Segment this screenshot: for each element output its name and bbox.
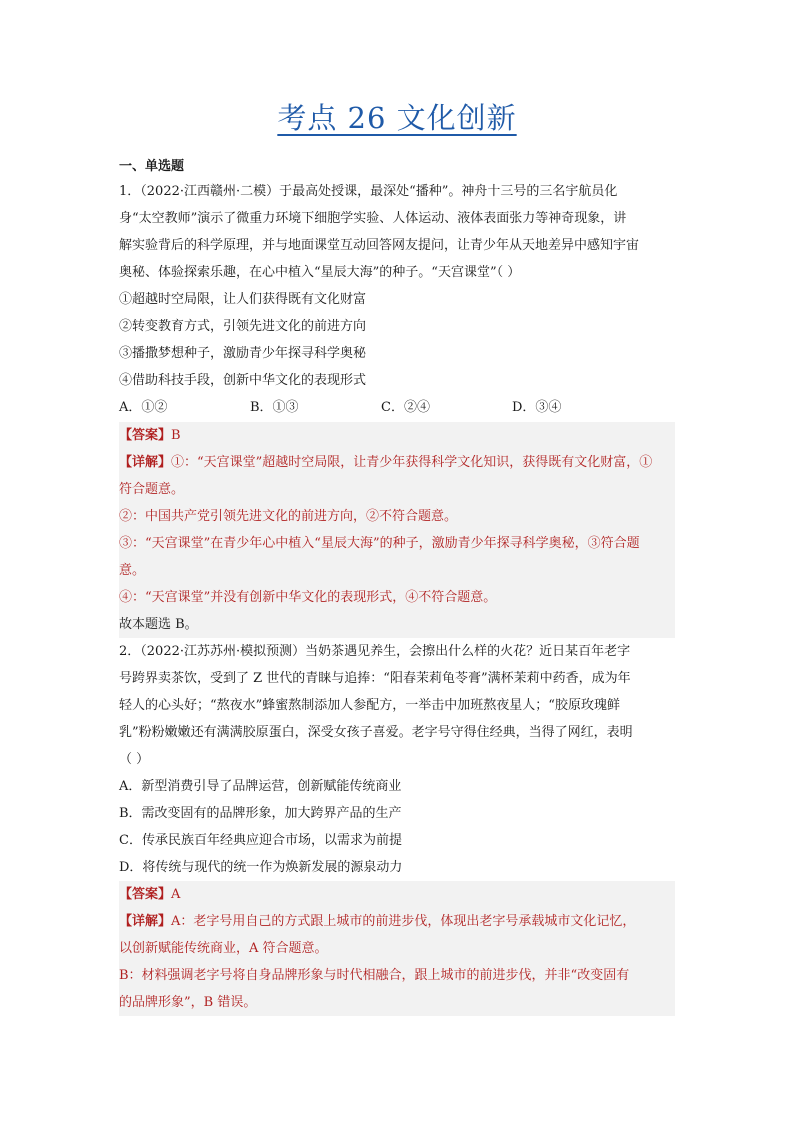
question-2-analysis-line: 的品牌形象”，B 错误。 — [119, 995, 257, 1010]
question-1-statement: ②转变教育方式，引领先进文化的前进方向 — [119, 319, 367, 334]
question-2-text-line: 2．（2022·江苏苏州·模拟预测）当奶茶遇见养生，会擦出什么样的火花？近日某百年老字 — [119, 644, 631, 659]
question-1-option-b: B．①③ — [250, 400, 299, 415]
analysis-label: 【详解】 — [119, 455, 172, 470]
question-content — [119, 158, 675, 1016]
question-1-statement: ③播撒梦想种子，激励青少年探寻科学奥秘 — [119, 346, 367, 361]
question-1-text-line: 解实验背后的科学原理，并与地面课堂互动回答网友提问，让青少年从天地差异中感知宇宙 — [119, 238, 640, 253]
question-1-statement: ④借助科技手段，创新中华文化的表现形式 — [119, 373, 367, 388]
answer-value: B — [171, 428, 181, 443]
analysis-label: 【详解】 — [119, 914, 172, 929]
question-1-option-d: D．③④ — [512, 400, 562, 415]
page-title: 考点 26 文化创新 — [277, 101, 517, 135]
question-2-text-line: 号跨界卖茶饮，受到了 Z 世代的青睐与追捧：“阳春茉莉龟苓膏”满杯茉莉中药香，成为年 — [119, 671, 631, 686]
answer-label: 【答案】 — [119, 887, 172, 902]
question-2-option-b: B．需改变固有的品牌形象，加大跨界产品的生产 — [119, 806, 402, 821]
question-1-analysis-line: 符合题意。 — [119, 482, 185, 497]
question-1-analysis-line: ③：“天宫课堂”在青少年心中植入“星辰大海”的种子，激励青少年探寻科学奥秘，③符合题 — [119, 536, 640, 551]
question-2-analysis-line: 以创新赋能传统商业，A 符合题意。 — [119, 941, 328, 956]
question-1-text-line: 身“太空教师”演示了微重力环境下细胞学实验、人体运动、液体表面张力等神奇现象，讲 — [119, 211, 627, 226]
question-1-conclusion: 故本题选 B。 — [119, 617, 198, 632]
question-1-analysis-line: ②：中国共产党引领先进文化的前进方向，②不符合题意。 — [119, 509, 458, 524]
question-1-text-line: 1．（2022·江西赣州·二模）于最高处授课，最深处“播种”。神舟十三号的三名宇航员化 — [119, 184, 618, 199]
section-heading: 一、单选题 — [119, 159, 185, 174]
question-2-analysis-line: B：材料强调老字号将自身品牌形象与时代相融合，跟上城市的前进步伐，并非“改变固有 — [119, 968, 630, 983]
question-2-text-line: 轻人的心头好；“熬夜水”蜂蜜熬制添加人参配方，一举击中加班熬夜星人；“胶原玫瑰鲜 — [119, 698, 620, 713]
question-1-option-c: C．②④ — [381, 400, 430, 415]
question-2-option-d: D．将传统与现代的统一作为焕新发展的源泉动力 — [119, 860, 403, 875]
answer-label: 【答案】 — [119, 428, 172, 443]
question-1-analysis-line: 【详解】①：“天宫课堂”超越时空局限，让青少年获得科学文化知识，获得既有文化财富，① — [119, 455, 653, 470]
question-2-text-line: （ ） — [119, 752, 150, 767]
question-1-options — [119, 394, 675, 422]
answer-value: A — [171, 887, 181, 902]
question-1-option-a: A．①② — [119, 400, 168, 415]
question-2-option-c: C．传承民族百年经典应迎合市场，以需求为前提 — [119, 833, 402, 848]
question-2 — [119, 638, 675, 1016]
question-2-option-a: A．新型消费引导了品牌运营，创新赋能传统商业 — [119, 779, 402, 794]
question-2-text-line: 乳”粉粉嫩嫩还有满满胶原蛋白，深受女孩子喜爱。老字号守得住经典，当得了网红，表明 — [119, 725, 633, 740]
question-1-analysis-line: 意。 — [119, 563, 146, 578]
question-1 — [119, 178, 675, 638]
question-2-analysis-line: 【详解】A：老字号用自己的方式跟上城市的前进步伐，体现出老字号承载城市文化记忆， — [119, 914, 636, 929]
question-1-analysis-line: ④：“天宫课堂”并没有创新中华文化的表现形式，④不符合题意。 — [119, 590, 497, 605]
question-1-answer — [119, 422, 675, 449]
question-2-answer — [119, 881, 675, 908]
question-1-answer-block — [119, 422, 675, 638]
question-2-answer-block — [119, 881, 675, 1016]
question-1-text-line: 奥秘、体验探索乐趣，在心中植入“星辰大海”的种子。“天宫课堂”（ ） — [119, 265, 521, 280]
question-1-statement: ①超越时空局限，让人们获得既有文化财富 — [119, 292, 367, 307]
